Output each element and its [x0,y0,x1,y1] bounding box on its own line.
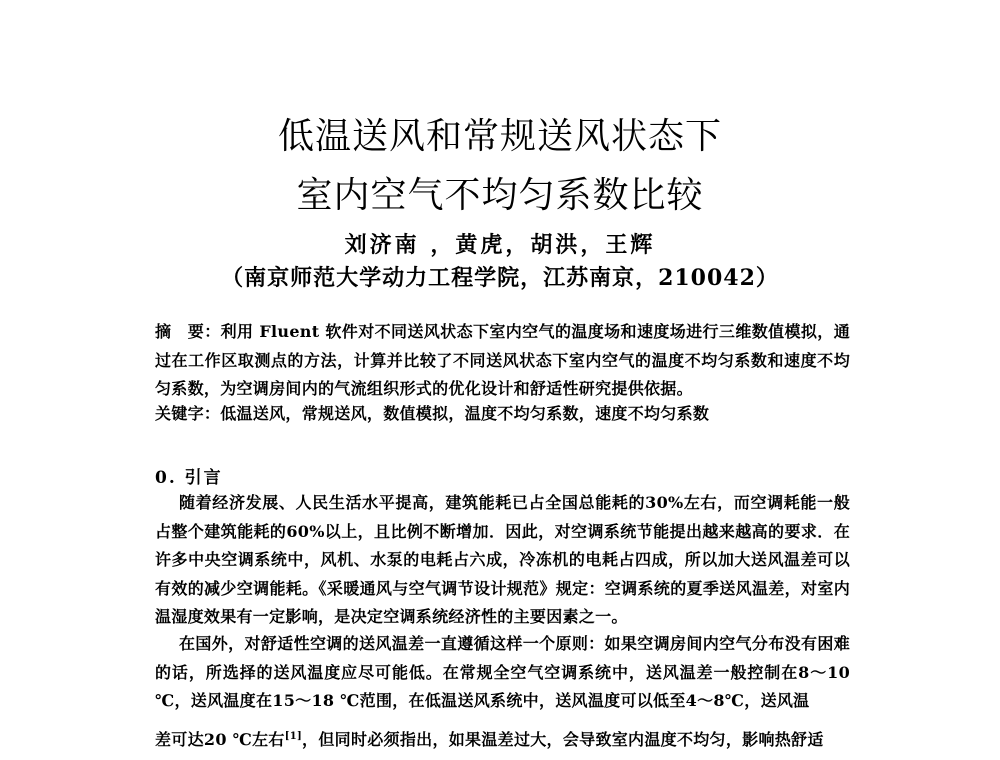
intro-paragraph-1: 随着经济发展、人民生活水平提高，建筑能耗已占全国总能耗的30%左右，而空调耗能一般占整个建筑能耗的60%以上，且比例不断增加．因此，对空调系统节能提出越来越高的要求．在许多中央空调系统中，风机、水泵的电耗占六成，冷冻机的电耗占四成，所以加大送风温差可以有效的减少空调能耗。《采暖通风与空气调节设计规范》规定：空调系统的夏季送风温差，对室内温湿度效果有一定影响，是决定空调系统经济性的主要因素之一。 [155,493,850,626]
keywords-text: 低温送风，常规送风，数值模拟，温度不均匀系数，速度不均匀系数 [220,404,710,423]
reference-marker[interactable]: [1] [284,731,303,742]
continuation-text-b: ，但同时必须指出，如果温差过大，会导致室内温度不均匀，影响热舒适 [302,730,824,749]
abstract [155,318,850,404]
keywords-label: 关键字： [155,404,221,423]
keywords [155,400,850,429]
section-heading: 0. 引言 [155,468,223,488]
continuation-text-a: 差可达20 ℃左右 [155,730,285,749]
intro-paragraph-2-continuation [155,727,824,750]
abstract-text: 利用 Fluent 软件对不同送风状态下室内空气的温度场和速度场进行三维数值模拟，通过在工作区取测点的方法，计算并比较了不同送风状态下室内空气的温度不均匀系数和速度不均匀系数，为空调房间内的气流组织形式的优化设计和舒适性研究提供依据。 [155,322,851,398]
title-line-2: 室内空气不均匀系数比较 [296,175,704,216]
affiliation: （南京师范大学动力工程学院，江苏南京，210042） [221,265,779,291]
intro-paragraph-2: 在国外，对舒适性空调的送风温差一直遵循这样一个原则：如果空调房间内空气分布没有困难的话，所选择的送风温度应尽可能低。在常规全空气空调系统中，送风温差一般控制在8～10 ℃，送风温度在15～18 ℃范围，在低温送风系统中，送风温度可以低至4～8℃，送风温 [155,634,850,710]
title-line-1: 低温送风和常规送风状态下 [277,116,722,157]
abstract-label: 摘 要： [155,322,221,341]
authors: 刘济南 ，黄虎，胡洪，王辉 [344,232,656,258]
